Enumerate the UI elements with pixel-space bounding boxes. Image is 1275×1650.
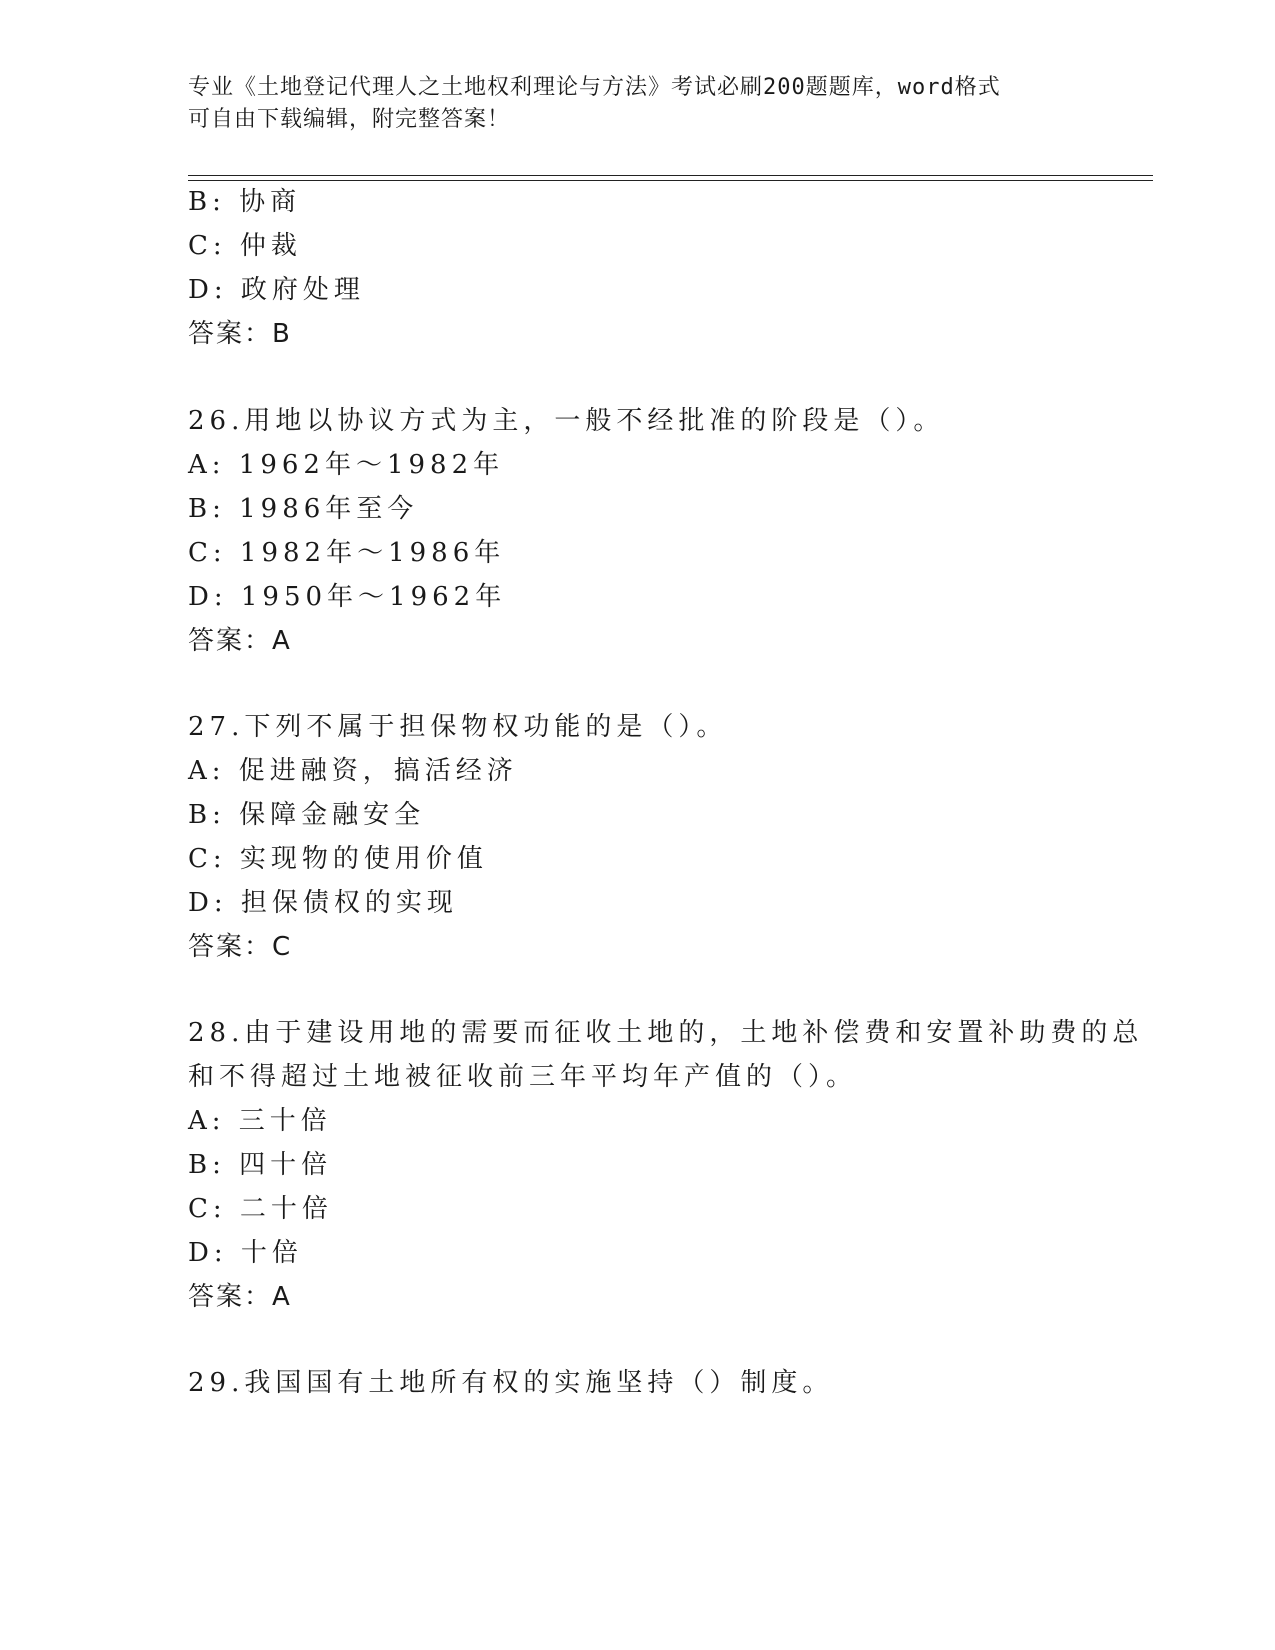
- q28-stem-line-2: 和不得超过土地被征收前三年平均年产值的（）。: [188, 1062, 858, 1092]
- q28-stem-line-1: 28.由于建设用地的需要而征收土地的，土地补偿费和安置补助费的总: [188, 1018, 1144, 1048]
- q29-stem: 29.我国国有土地所有权的实施坚持（）制度。: [188, 1368, 834, 1398]
- q28-option-c: C: 二十倍: [188, 1194, 333, 1224]
- q27-option-d: D: 担保债权的实现: [188, 888, 458, 918]
- q26-stem: 26.用地以协议方式为主，一般不经批准的阶段是（）。: [188, 406, 945, 436]
- q25-answer: 答案：B: [188, 319, 292, 349]
- q28-option-b: B: 四十倍: [188, 1150, 333, 1180]
- q28-option-d: D: 十倍: [188, 1238, 303, 1268]
- q28-answer: 答案：A: [188, 1282, 292, 1312]
- q27-option-c: C: 实现物的使用价值: [188, 844, 488, 874]
- document-header: [188, 72, 1088, 136]
- q25-option-c: C: 仲裁: [188, 231, 302, 261]
- q27-stem: 27.下列不属于担保物权功能的是（）。: [188, 712, 728, 742]
- q25-option-b: B: 协商: [188, 187, 302, 217]
- q27-option-a: A: 促进融资，搞活经济: [188, 756, 518, 786]
- q26-option-b: B: 1986年至今: [188, 494, 419, 524]
- header-line-1: 专业《土地登记代理人之土地权利理论与方法》考试必刷200题题库，word格式: [188, 75, 1001, 100]
- q28-option-a: A: 三十倍: [188, 1106, 332, 1136]
- header-line-2: 可自由下载编辑，附完整答案！: [188, 107, 511, 132]
- header-rule-top: [188, 175, 1153, 176]
- q26-option-d: D: 1950年～1962年: [188, 582, 507, 612]
- header-rule-bottom: [188, 180, 1153, 181]
- q26-option-c: C: 1982年～1986年: [188, 538, 506, 568]
- q27-option-b: B: 保障金融安全: [188, 800, 426, 830]
- q27-answer: 答案：C: [188, 932, 293, 962]
- q25-option-d: D: 政府处理: [188, 275, 365, 305]
- q26-answer: 答案：A: [188, 626, 292, 656]
- q26-option-a: A: 1962年～1982年: [188, 450, 505, 480]
